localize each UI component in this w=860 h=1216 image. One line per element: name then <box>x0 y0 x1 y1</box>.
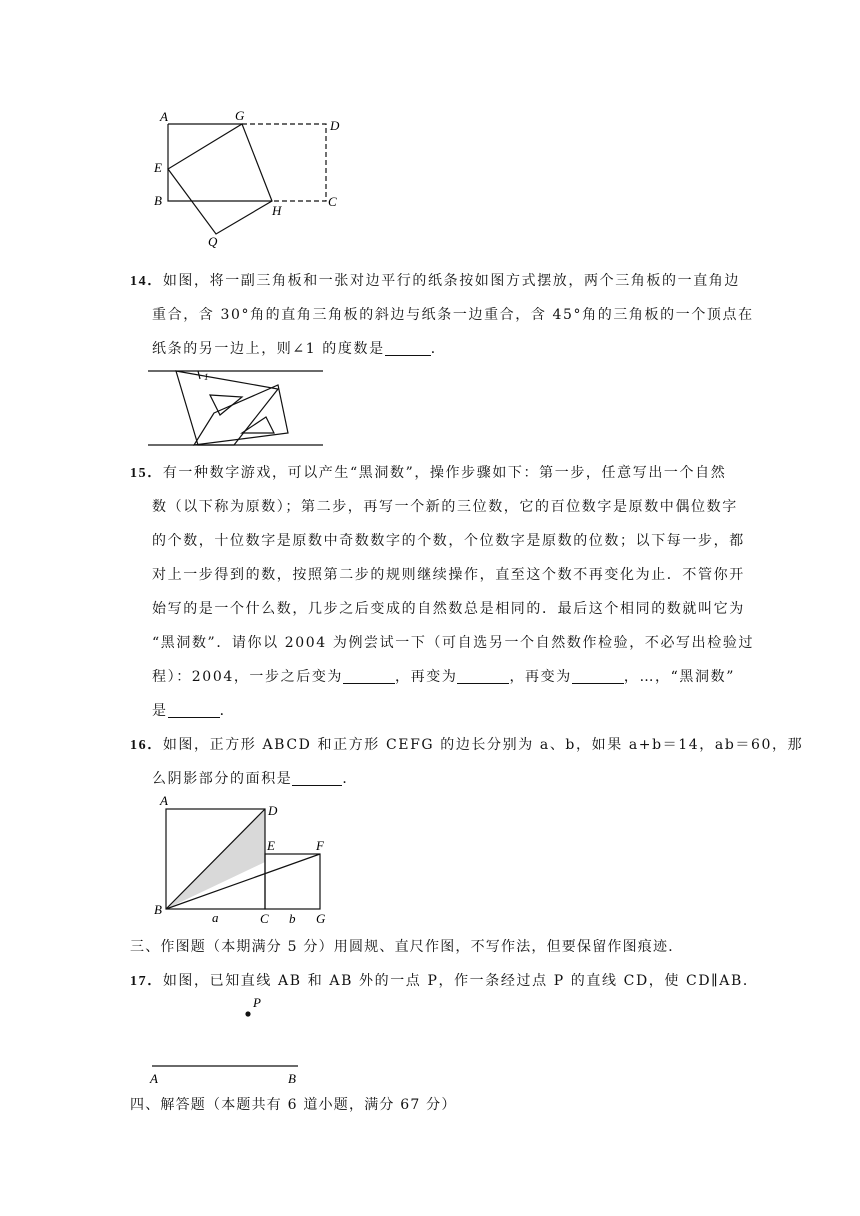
label-D: D <box>330 118 340 133</box>
answer-blank[interactable] <box>385 341 431 356</box>
question-text: 如图，已知直线 AB 和 AB 外的一点 P，作一条经过点 P 的直线 CD，使 CD∥AB． <box>162 973 759 989</box>
answer-blank[interactable] <box>292 771 342 786</box>
question-text: ，再变为 <box>395 669 458 685</box>
figure-q16 <box>148 792 348 927</box>
answer-blank-1[interactable] <box>343 669 395 684</box>
label-angle-1: 1 <box>204 372 209 382</box>
question-text: ，…，“黑洞数” <box>623 669 735 685</box>
label-H: H <box>272 203 282 218</box>
label-E: E <box>267 838 275 853</box>
question-text: 纸条的另一边上，则∠1 的度数是 <box>152 341 385 357</box>
section-heading-3: 三、作图题（本期满分 5 分）用圆规、直尺作图，不写作法，但要保留作图痕迹． <box>130 939 684 955</box>
question-text: ，再变为 <box>509 669 572 685</box>
question-number: 16． <box>130 738 163 753</box>
label-G: G <box>316 911 326 926</box>
period: ． <box>342 771 359 787</box>
period: ． <box>219 703 236 719</box>
answer-blank-4[interactable] <box>168 703 220 718</box>
label-B: B <box>288 1071 296 1086</box>
question-text: 如图，将一副三角板和一张对边平行的纸条按如图方式摆放，两个三角板的一直角边 <box>162 273 741 289</box>
question-text: 程）：2004，一步之后变为 <box>152 669 344 685</box>
label-D: D <box>268 803 278 818</box>
question-text: 的个数，十位数字是原数中奇数数字的个数，个位数字是原数的位数；以下每一步，都 <box>152 533 745 549</box>
label-A: A <box>160 109 168 124</box>
question-text: 对上一步得到的数，按照第二步的规则继续操作，直至这个数不再变化为止．不管你开 <box>152 567 745 583</box>
label-P: P <box>253 995 261 1010</box>
label-B: B <box>154 193 162 208</box>
question-text: 有一种数字游戏，可以产生“黑洞数”，操作步骤如下：第一步，任意写出一个自然 <box>162 465 727 481</box>
label-A: A <box>150 1071 158 1086</box>
question-text: 是 <box>152 703 168 719</box>
label-B: B <box>154 902 162 917</box>
question-text: 始写的是一个什么数，几步之后变成的自然数总是相同的．最后这个相同的数就叫它为 <box>152 601 745 617</box>
label-E: E <box>154 160 162 175</box>
figure-q14 <box>148 365 328 453</box>
label-C: C <box>260 911 269 926</box>
figure-q17 <box>140 990 320 1090</box>
label-C: C <box>328 194 337 209</box>
answer-blank-3[interactable] <box>572 669 624 684</box>
label-b: b <box>289 911 296 926</box>
label-Q: Q <box>208 234 218 249</box>
question-text: 如图，正方形 ABCD 和正方形 CEFG 的边长分别为 a、b，如果 a+b＝14，ab＝60，那 <box>162 737 804 753</box>
label-G: G <box>235 108 245 123</box>
figure-q13 <box>140 100 370 250</box>
question-text: “黑洞数”．请你以 2004 为例尝试一下（可自选另一个自然数作检验，不必写出检验过 <box>152 635 755 651</box>
question-number: 17． <box>130 974 163 989</box>
question-text: 数（以下称为原数）；第二步，再写一个新的三位数，它的百位数字是原数中偶位数字 <box>152 499 738 515</box>
question-text: 么阴影部分的面积是 <box>152 771 293 787</box>
question-text: 重合，含 30°角的直角三角板的斜边与纸条一边重合，含 45°角的三角板的一个顶点在 <box>152 307 754 323</box>
period: ． <box>430 341 447 357</box>
question-number: 15． <box>130 466 163 481</box>
label-a: a <box>212 910 219 925</box>
section-heading-4: 四、解答题（本题共有 6 道小题，满分 67 分） <box>130 1097 457 1113</box>
answer-blank-2[interactable] <box>457 669 509 684</box>
label-A: A <box>160 793 168 808</box>
label-F: F <box>316 838 324 853</box>
question-number: 14． <box>130 274 163 289</box>
